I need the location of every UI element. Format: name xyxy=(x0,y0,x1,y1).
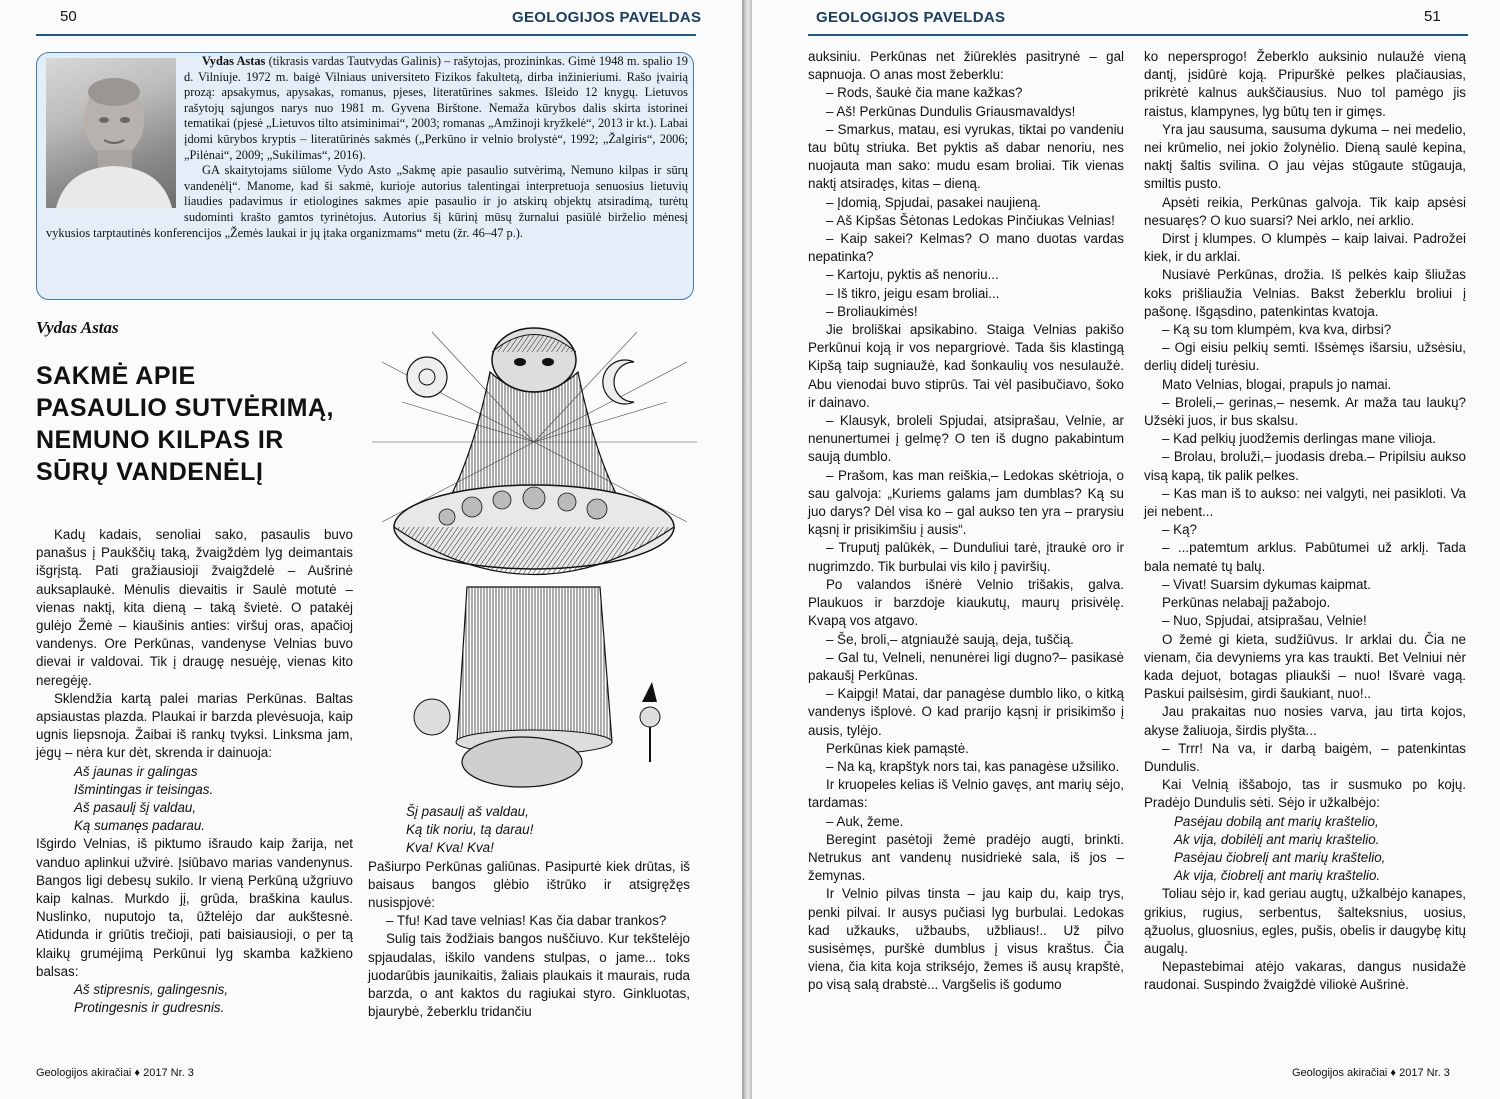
right-page xyxy=(752,0,1500,1099)
paragraph: Po valandos išnėrė Velnio trišakis, galva. Plaukuos ir barzdoje kiaukutų, maurų prisivėlę. Kvapą vos atgavo. xyxy=(808,576,1124,629)
paragraph: Yra jau sausuma, sausuma dykuma – nei medelio, nei krūmelio, nei jokio žolynėlio. Dieną saulė kepina, naktį šaltis svilina. O jau vėjas stūgaute stūgauja, smiltis pusto. xyxy=(1144,121,1466,192)
paragraph: Kai Velnią iššabojo, tas ir susmuko po kojų. Pradėjo Dundulis sėti. Sėjo ir užkalbėjo: xyxy=(1144,777,1466,811)
paragraph: – Še, broli,– atgniaužė saują, deja, tuščią. xyxy=(826,631,1074,647)
paragraph: – Nuo, Spjudai, atsiprašau, Velnie! xyxy=(1162,613,1367,629)
footer-right: Geologijos akiračiai ♦ 2017 Nr. 3 xyxy=(1292,1067,1450,1079)
verse-line: Kva! Kva! Kva! xyxy=(406,840,494,856)
book-gutter xyxy=(742,0,752,1099)
paragraph: O žemė gi kieta, sudžiūvus. Ir arklai du. Čia ne vienam, čia devyniems yra kas traukti. Bet Velniui nėr kada dejuot, botagas pliaukši – nuo! Išvarė vagą. Paskui pailsėsim, girdi šaukiant, nuo!.. xyxy=(1144,631,1466,702)
verse-line: Aš pasaulį šį valdau, xyxy=(74,800,197,816)
paragraph: Kadų kadais, senoliai sako, pasaulis buvo panašus į Paukščių taką, žvaigždėm lyg deimantais išgrįstą. Pati gražiausioji žvaigždelė – Aušrinė auksaplaukė. Mėnulis dievaitis ir Saulė motutė – vienas naktį, kita dieną – taką švietė. O patakėj gulėjo Žemė – kiaušinis anties: viršuj oras, apačioj vandenys. Ore Perkūnas, vandenyse Velnias buvo dievai ir valdovai. Tik į draugę nesuėję, vienas kito neregėję. xyxy=(36,527,353,688)
paragraph: – Kad pelkių juodžemis derlingas mane vilioja. xyxy=(1162,431,1436,447)
paragraph: Mato Velnias, blogai, prapuls jo namai. xyxy=(1162,376,1392,392)
paragraph: Jau prakaitas nuo nosies varva, jau tirta kojos, akyse žaliuoja, širdis plyšta... xyxy=(1144,704,1466,738)
paragraph: – Ką su tom klumpėm, kva kva, dirbsi? xyxy=(1162,322,1392,338)
verse-line: Aš jaunas ir galingas xyxy=(74,763,198,779)
header-rule-right xyxy=(808,34,1468,36)
bio-author-name: Vydas Astas xyxy=(202,54,266,68)
paragraph: – Kas man iš to aukso: nei valgyti, nei pasikloti. Va jei nebent... xyxy=(1144,485,1466,520)
paragraph: – Aš! Perkūnas Dundulis Griausmavaldys! xyxy=(826,103,1076,119)
paragraph: Toliau sėjo ir, kad geriau augtų, užkalbėjo kanapes, grikius, rugius, serbentus, šalteksnius, uosius, ąžuolus, gluosnius, egles, pušis, obelis ir daugybę kitų augalų. xyxy=(1144,886,1466,956)
paragraph: Dirst į klumpes. O klumpės – kaip laivai. Padrožei kiek, ir du arklai. xyxy=(1144,231,1466,265)
perkunas-illustration xyxy=(372,322,697,802)
paragraph: Pašiurpo Perkūnas galiūnas. Pasipurtė kiek drūtas, iš baisaus bangos glėbio ištrūko ir atsigręžęs nusispjovė: xyxy=(368,858,690,911)
paragraph: – Iš tikro, jeigu esam broliai... xyxy=(826,285,1000,301)
paragraph: – Na ką, krapštyk nors tai, kas panagėse užsiliko. xyxy=(826,758,1120,774)
paragraph: – Ką? xyxy=(1162,522,1197,538)
paragraph: – Tfu! Kad tave velnias! Kas čia dabar trankos? xyxy=(386,913,667,929)
title-line: SAKMĖ APIE xyxy=(36,362,196,390)
title-line: SŪRŲ VANDENĖLĮ xyxy=(36,458,264,486)
paragraph: – Truputį palūkėk, – Dunduliui tarė, įtraukė oro ir nugrimzdo. Tik burbulai vis kilo į paviršių. xyxy=(808,540,1124,574)
paragraph: – Kaip sakei? Kelmas? O mano duotas vardas nepatinka? xyxy=(808,231,1124,265)
paragraph: – Kaipgi! Matai, dar panagėse dumblo liko, o kitką vandenys išplovė. O kad prarijo kąsnį ir prisikimšo į ausis, tylėjo. xyxy=(808,686,1124,738)
verse-line: Pasėjau čiobrelį ant marių kraštelio, xyxy=(1174,849,1386,865)
verse-line: Išmintingas ir teisingas. xyxy=(74,781,214,797)
paragraph: ko nepersprogo! Žeberklo auksinio nulaužė vieną dantį, įsidūrė koją. Pripurškė pelkes plačiausias, prikrėtė kalnus aukščiausius. Nuo tol pamėgo jis raistus, klampynes, lyg būtų ten ir gimęs. xyxy=(1144,49,1466,119)
text-column-4 xyxy=(1144,48,1466,995)
paragraph: – Kartoju, pyktis aš nenoriu... xyxy=(826,267,999,283)
page-number-right: 51 xyxy=(1424,8,1441,25)
title-line: PASAULIO SUTVĖRIMĄ, xyxy=(36,394,334,422)
paragraph: Beregint pasėtoji žemė pradėjo augti, brinkti. Netrukus ant vandenų nusidriekė sala, iš jos – žemynas. xyxy=(808,831,1124,884)
verse-line: Ką sumanęs padarau. xyxy=(74,818,206,834)
paragraph: Nusiavė Perkūnas, drožia. Iš pelkės kaip šliužas koks prišliaužia Velnias. Bakst žeberklu broliui į pašonę. Išgąsdino, patenkintas kvatoja. xyxy=(1144,267,1466,319)
verse-line: Aš stipresnis, galingesnis, xyxy=(74,982,229,998)
paragraph: Išgirdo Velnias, iš piktumo išraudo kaip žarija, net vanduo aplinkui užvirė. Įsiūbavo marias vandenynus. Bangos ligi debesų sukilo. Ir vieną Perkūną užgriuvo kaip kalnas. Murkdo jį, grūda, braškina kaulus. Nuslinko, nuputojo ta, ūžtelėjo dar aukštesnė. Atidunda ir griūtis trečioji, pati baisiausioji, o per tą klaikų grumėjimą Perkūnui lyg skamba kažkieno balsas: xyxy=(36,836,353,979)
article-title xyxy=(36,360,371,488)
paragraph: Apsėti reikia, Perkūnas galvoja. Tik kaip apsėsi nesuaręs? O kuo suarsi? Nei arklo, nei arklio. xyxy=(1144,194,1466,228)
page-number-left: 50 xyxy=(60,8,77,25)
paragraph: – Brolau, broluži,– juodasis dreba.– Pripilsiu aukso visą kapą, tik palik pelkes. xyxy=(1144,449,1466,483)
author-bio-text xyxy=(46,54,688,241)
paragraph: – Gal tu, Velneli, nenunėrei ligi dugno?– pasikasė pakaušį Perkūnas. xyxy=(808,649,1124,683)
paragraph: – Trrr! Na va, ir darbą baigėm, – patenkintas Dundulis. xyxy=(1144,740,1466,774)
paragraph: – ...patemtum arklus. Pabūtumei už arklį. Tada bala nematė tų balų. xyxy=(1144,540,1466,574)
bio-paragraph-1: (tikrasis vardas Tautvydas Galinis) – rašytojas, prozininkas. Gimė 1948 m. spalio 19 d. Vilniuje. 1972 m. baigė Vilniaus universiteto Fizikos fakultetą, dirba inžinieriumi. Rašo įvairią prozą: apsakymus, apysakas, romanus, pjeses, literatūrines sakmes. Išleido 12 knygų. Lietuvos rašytojų sąjungos narys nuo 1981 m. Gyvena Birštone. Nemaža kūrybos dalis skirta istorinei tematikai (pjesė „Lietuvos tilto atsiminimai“, 2003; romanas „Amžinoji kryžkelė“, 2013 ir kt.). Labai įdomi kūrybos kryptis – literatūrinės sakmės („Perkūno ir velnio brolystė“, 1992; „Žalgiris“, 2006; „Pilėnai“, 2009; „Sukilimas“, 2016). xyxy=(184,54,688,162)
text-column-1 xyxy=(36,526,353,1017)
paragraph: – Ogi eisiu pelkių semti. Išsėmęs išarsiu, užsėsiu, derlių didelį turėsiu. xyxy=(1144,340,1466,374)
paragraph: – Vivat! Suarsim dykumas kaipmat. xyxy=(1162,576,1371,592)
title-line: NEMUNO KILPAS IR xyxy=(36,426,284,454)
section-title-left: GEOLOGIJOS PAVELDAS xyxy=(512,9,702,26)
paragraph: – Aš Kipšas Šėtonas Ledokas Pinčiukas Velnias! xyxy=(826,212,1115,228)
paragraph: – Broleli,– gerinas,– nesemk. Ar maža tau laukų? Užsėki juos, ir bus skalsu. xyxy=(1144,394,1466,429)
paragraph: Nepastebimai atėjo vakaras, dangus nusidažė raudonai. Suspindo žvaigždė viliokė Aušrinė. xyxy=(1144,959,1466,993)
paragraph: – Smarkus, matau, esi vyrukas, tiktai po vandeniu tau būtų striuka. Bet pyktis aš dabar nenoriu, nes nuojauta man sako: mudu esam broliai. Tik vienas naktį atsiradęs, kitas – dieną. xyxy=(808,121,1124,192)
verse-line: Pasėjau dobilą ant marių kraštelio, xyxy=(1174,813,1379,829)
paragraph: auksiniu. Perkūnas net žiūreklės pasitrynė – gal sapnuoja. O anas most žeberklu: xyxy=(808,49,1124,83)
verse-line: Šį pasaulį aš valdau, xyxy=(406,804,529,819)
left-page xyxy=(0,0,742,1099)
paragraph: – Auk, žeme. xyxy=(826,813,904,829)
paragraph: Perkūnas kiek pamąstė. xyxy=(826,740,969,756)
paragraph: Ir Velnio pilvas tinsta – jau kaip du, kaip trys, penki pilvai. Ir ausys pučiasi lyg burbulai. Ledokas kad užkauks, užbaubs, užbliaus!.. Už pilvo susisėmęs, purškė dumblus į visus kraštus. Čia viena, čia kita koja strikséjo, žemes iš ausų krapštė, po visą salą drabstė... Vargšelis iš godumo xyxy=(808,886,1124,993)
paragraph: – Broliaukimės! xyxy=(826,303,918,319)
illustration-drawing xyxy=(372,322,697,802)
paragraph: Sklendžia kartą palei marias Perkūnas. Baltas apsiaustas plazda. Plaukai ir barzda plevėsuoja, kaip ugnis liepsnoja. Žaibai iš rankų tvyksi. Linksma jam, jėgų – nėra kur dėt, skrenda ir dainuoja: xyxy=(36,690,353,761)
article-author: Vydas Astas xyxy=(36,318,119,337)
verse-line: Ką tik noriu, tą darau! xyxy=(406,822,534,838)
paragraph: Ir kruopeles kelias iš Velnio gavęs, ant marių sėjo, tardamas: xyxy=(808,777,1124,811)
paragraph: – Prašom, kas man reiškia,– Ledokas skėtrioja, o sau galvoja: „Kuriems galams jam dumblas? Ką su juo darys? Dėl visa ko – gal aukso ten yra – prarysiu kąsnį ir prisikimšiu į ausis“. xyxy=(808,467,1124,538)
verse-line: Ak vija, čiobrelį ant marių kraštelio. xyxy=(1174,868,1381,884)
verse-line: Ak vija, dobilėlį ant marių kraštelio. xyxy=(1174,831,1380,847)
text-column-2 xyxy=(368,803,690,1021)
paragraph: – Klausyk, broleli Spjudai, atsiprašau, Velnie, ar nenunertumei į gelmę? O ten iš dugno pakabintum saują dumblo. xyxy=(808,413,1124,465)
section-title-right: GEOLOGIJOS PAVELDAS xyxy=(816,9,1006,26)
paragraph: Sulig tais žodžiais bangos nuščiuvo. Kur tekštelėjo spjaudalas, iškilo vandens stulpas, o jame... toks juodarūbis jaunikaitis, žaliais plaukais it maurais, ruda barzda, o ant kaktos du ragiukai styro. Ginkluotas, bjaurybė, žeberklu tridančiu xyxy=(368,931,690,1020)
header-rule-left xyxy=(36,34,696,36)
paragraph: – Rods, šaukė čia mane kažkas? xyxy=(826,85,1023,101)
paragraph: – Įdomią, Spjudai, pasakei naujieną. xyxy=(826,194,1042,210)
paragraph: Jie broliškai apsikabino. Staiga Velnias pakišo Perkūnui koją ir vos nepargriovė. Tada šis klastingą Kipšą taip sugniaužė, kad šonkaulių vos nesulaužė. Abu vienodai buvo stiprūs. Tai vėl pasibučiavo, šoko ir dainavo. xyxy=(808,322,1124,410)
paragraph: Perkūnas nelabajį pažabojo. xyxy=(1162,595,1331,611)
verse-line: Protingesnis ir gudresnis. xyxy=(74,1000,225,1016)
bio-paragraph-2: GA skaitytojams siūlome Vydo Asto „Sakmę apie pasaulio sutvėrimą, Nemuno kilpas ir sūrų vandenėlį“. Manome, kad ši sakmė, kurioje autorius talentingai interpretuoja senuosius lietuvių liaudies padavimus ir etiologines sakmes apie pasaulio ir jo atskirų objektų atsiradimą, turėtų sudominti krašto gamtos tyrinėtojus. Autorius šį kūrinį mūsų žurnalui pasiūlė birželio mėnesį vykusios tarptautinės konferencijos „Žemės laukai ir jų įtaka organizmams“ metu (žr. 46–47 p.). xyxy=(46,163,688,240)
footer-left: Geologijos akiračiai ♦ 2017 Nr. 3 xyxy=(36,1067,194,1079)
text-column-3 xyxy=(808,48,1124,995)
